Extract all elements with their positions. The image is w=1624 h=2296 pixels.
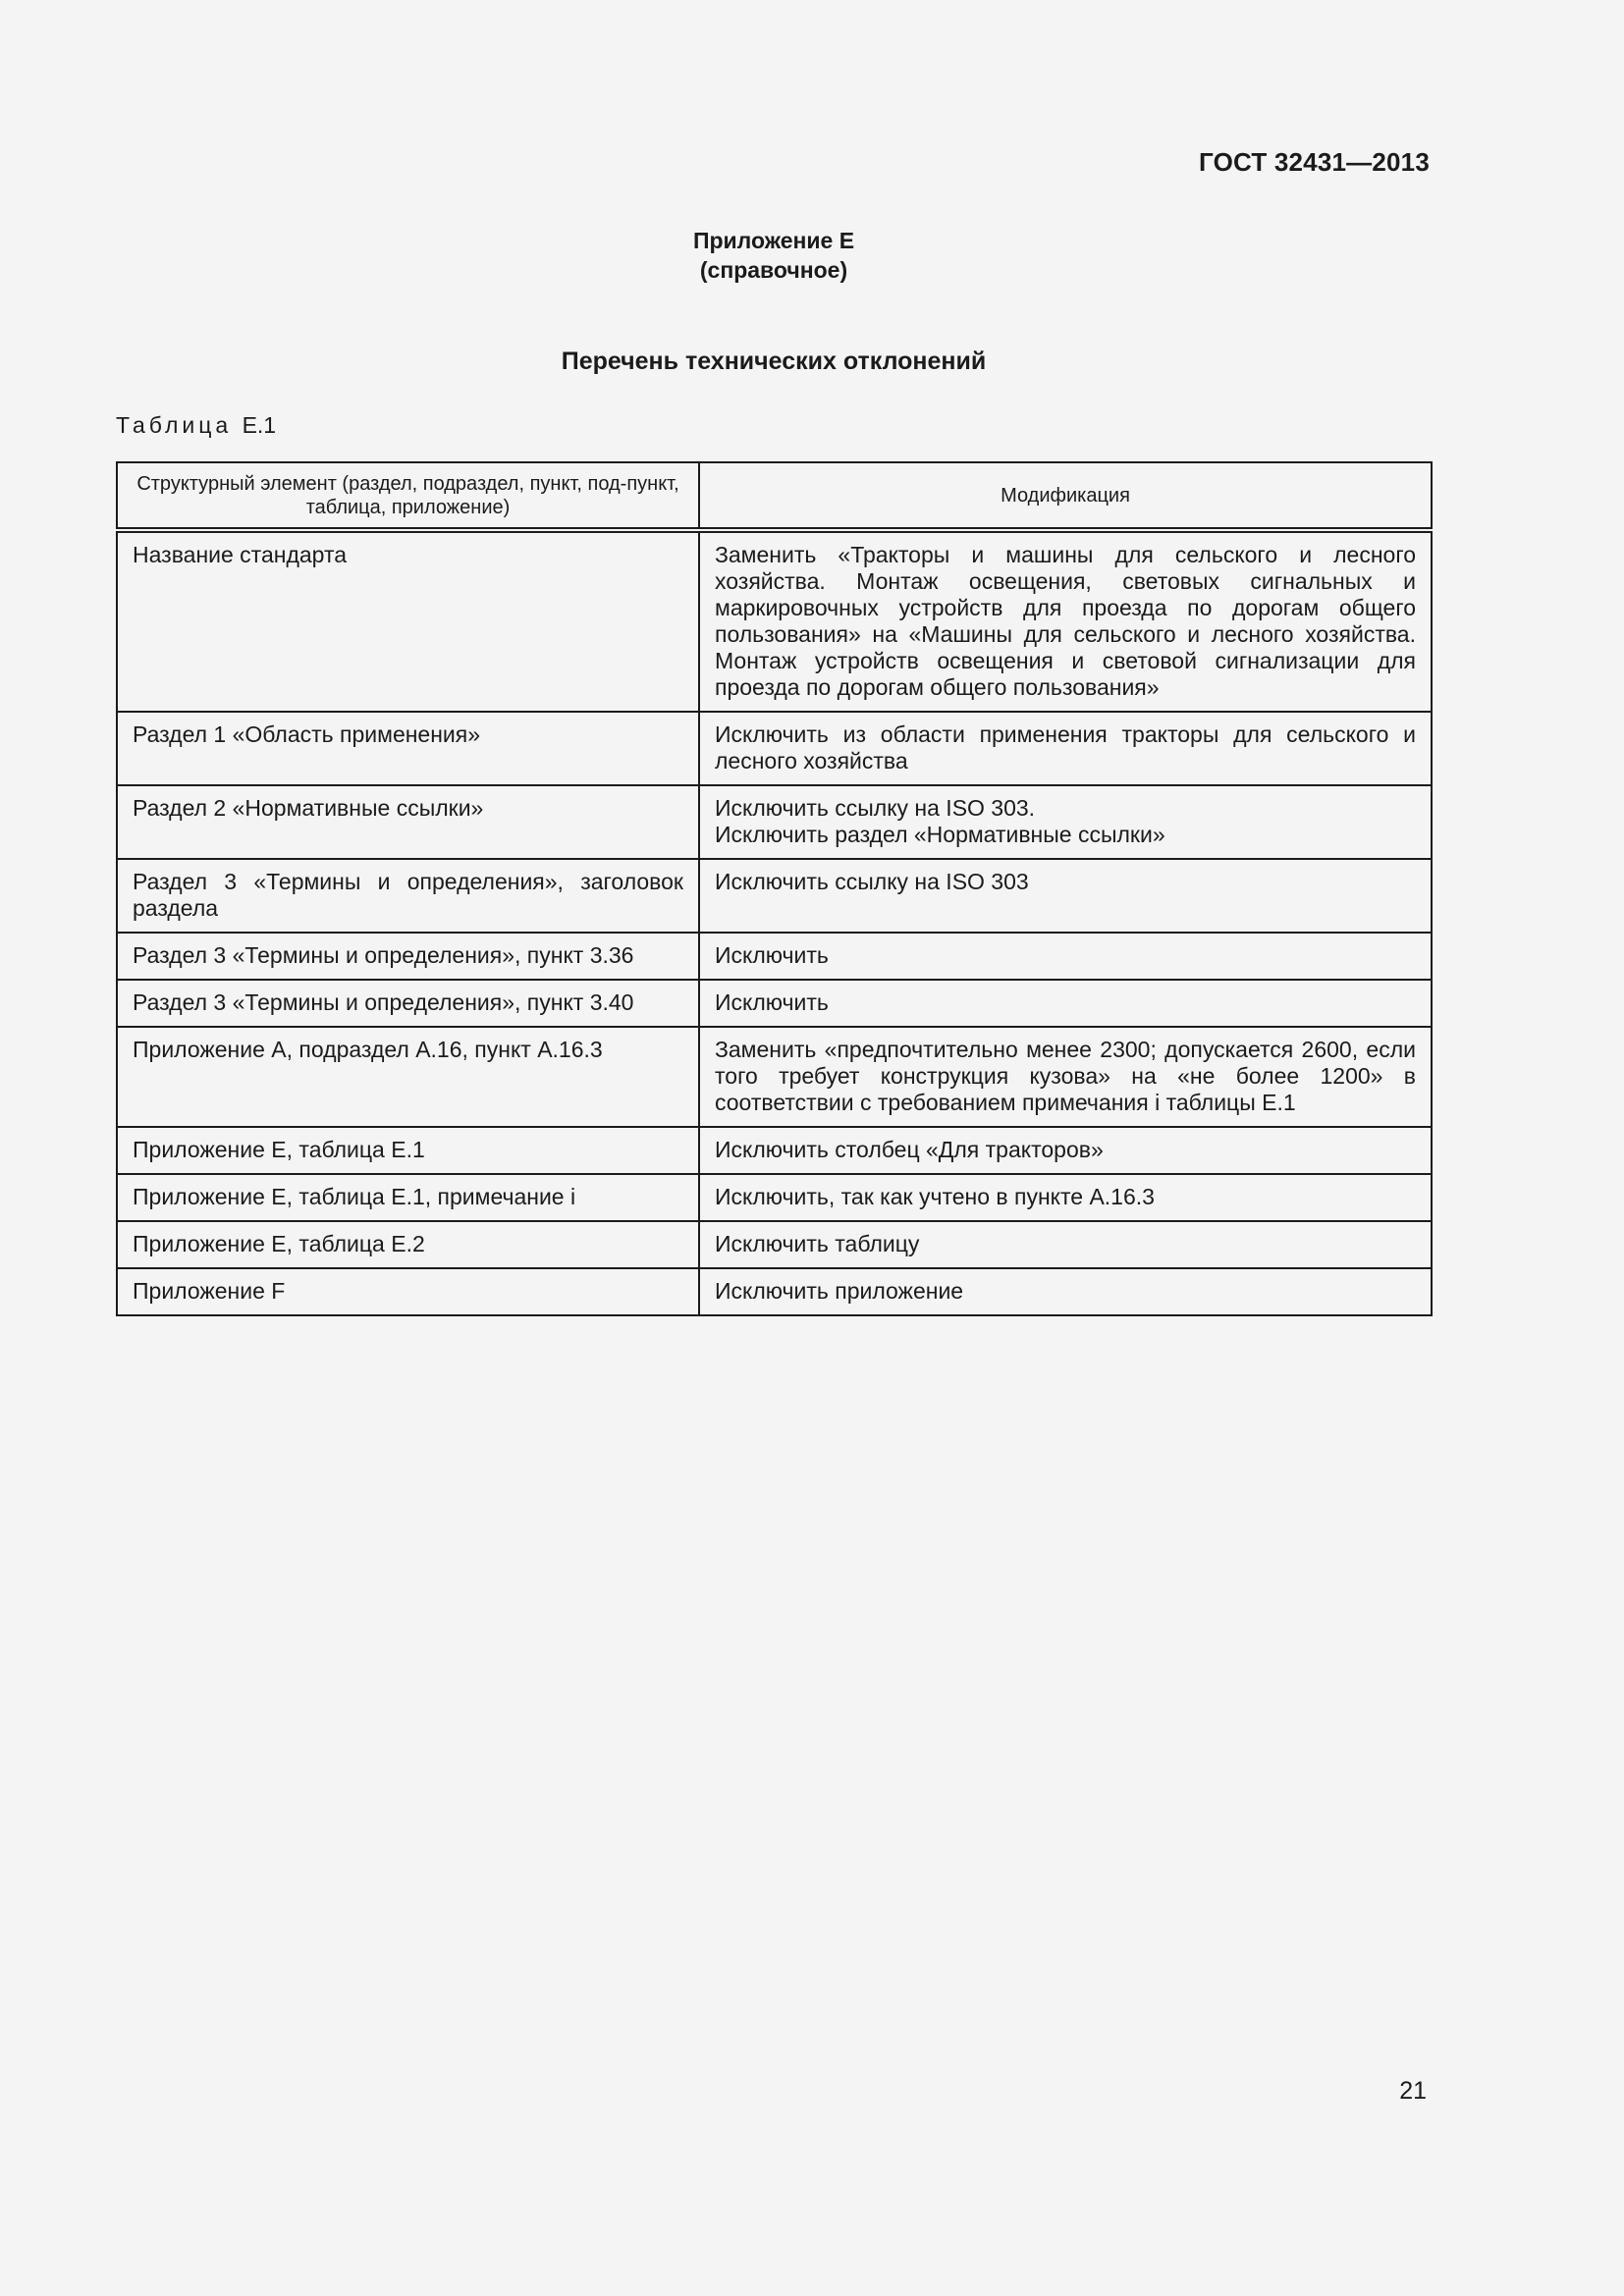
cell-modification — [699, 785, 1432, 859]
modification-line: Исключить раздел «Нормативные ссылки» — [715, 822, 1165, 847]
table-header-row — [117, 462, 1432, 530]
table-row — [117, 1127, 1432, 1174]
table-row — [117, 1174, 1432, 1221]
table-row — [117, 933, 1432, 980]
deviations-table — [116, 461, 1433, 1316]
cell-element: Раздел 3 «Термины и определения», пункт 3.40 — [117, 980, 699, 1027]
cell-element: Приложение Е, таблица Е.1 — [117, 1127, 699, 1174]
page-number: 21 — [1399, 2077, 1427, 2105]
cell-element: Приложение Е, таблица Е.1, примечание i — [117, 1174, 699, 1221]
cell-element: Раздел 3 «Термины и определения», заголовок раздела — [117, 859, 699, 933]
modification-line: Исключить ссылку на ISO 303. — [715, 795, 1036, 821]
cell-modification: Исключить — [699, 933, 1432, 980]
cell-modification: Исключить — [699, 980, 1432, 1027]
document-code: ГОСТ 32431—2013 — [1199, 147, 1430, 177]
cell-element: Раздел 1 «Область применения» — [117, 712, 699, 785]
appendix-subtitle: (справочное) — [699, 257, 848, 283]
table-label-word: Таблица — [116, 412, 233, 438]
cell-modification: Исключить приложение — [699, 1268, 1432, 1315]
cell-element: Приложение Е, таблица Е.2 — [117, 1221, 699, 1268]
cell-modification: Исключить столбец «Для тракторов» — [699, 1127, 1432, 1174]
cell-modification: Исключить, так как учтено в пункте А.16.3 — [699, 1174, 1432, 1221]
appendix-title: Приложение Е — [692, 228, 855, 253]
table-row — [117, 980, 1432, 1027]
table-row — [117, 1027, 1432, 1127]
cell-modification: Исключить таблицу — [699, 1221, 1432, 1268]
section-title: Перечень технических отклонений — [561, 347, 987, 375]
table-row — [117, 1221, 1432, 1268]
table-row — [117, 1268, 1432, 1315]
appendix-heading — [0, 226, 1547, 285]
table-label-number: Е.1 — [242, 412, 277, 438]
table-row — [117, 530, 1432, 712]
cell-modification: Заменить «предпочтительно менее 2300; допускается 2600, если того требует конструкция кузова» на «не более 1200» в соответствии с требованием примечания i таблицы Е.1 — [699, 1027, 1432, 1127]
cell-element: Раздел 2 «Нормативные ссылки» — [117, 785, 699, 859]
column-header-element: Структурный элемент (раздел, подраздел, пункт, под-пункт, таблица, приложение) — [117, 462, 699, 530]
table-row — [117, 859, 1432, 933]
table-row — [117, 785, 1432, 859]
table-label — [116, 412, 276, 439]
cell-element: Приложение F — [117, 1268, 699, 1315]
cell-modification: Заменить «Тракторы и машины для сельского и лесного хозяйства. Монтаж освещения, световых сигнальных и маркировочных устройств для проезда по дорогам общего пользования» на «Машины для сельского и лесного хозяйства. Монтаж устройств освещения и световой сигнализации для проезда по дорогам общего пользования» — [699, 530, 1432, 712]
cell-modification: Исключить ссылку на ISO 303 — [699, 859, 1432, 933]
cell-element: Раздел 3 «Термины и определения», пункт 3.36 — [117, 933, 699, 980]
cell-element: Название стандарта — [117, 530, 699, 712]
table-row — [117, 712, 1432, 785]
cell-element: Приложение А, подраздел А.16, пункт А.16.3 — [117, 1027, 699, 1127]
column-header-modification: Модификация — [699, 462, 1432, 530]
cell-modification: Исключить из области применения тракторы для сельского и лесного хозяйства — [699, 712, 1432, 785]
